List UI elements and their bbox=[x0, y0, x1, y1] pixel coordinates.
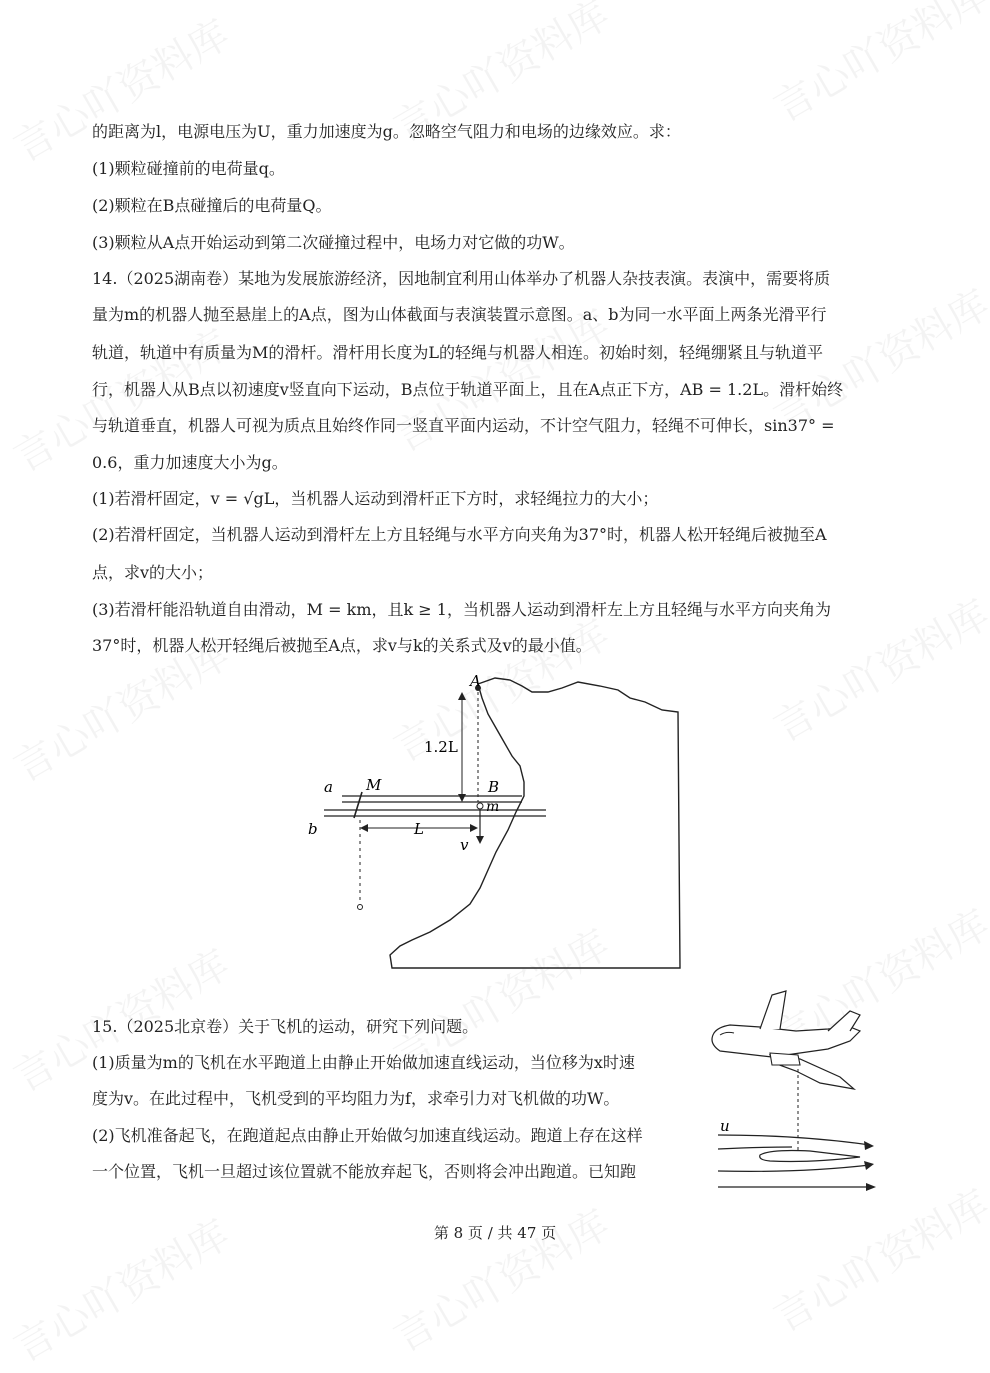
label-v: v bbox=[460, 836, 469, 854]
text-line: 一个位置，飞机一旦超过该位置就不能放弃起飞，否则将会冲出跑道。已知跑 bbox=[92, 1162, 637, 1181]
text-line: 与轨道垂直，机器人可视为质点且始终作同一竖直平面内运动，不计空气阻力，轻绳不可伸长，sin37° = bbox=[92, 416, 835, 435]
label-l: L bbox=[414, 820, 424, 838]
arrow-head bbox=[360, 824, 368, 832]
cliff-rail-figure bbox=[300, 670, 700, 975]
airflow-line bbox=[718, 1135, 870, 1145]
text-line: (3)若滑杆能沿轨道自由滑动，M = km，且k ≥ 1，当机器人运动到滑杆左上方且轻绳与水平方向夹角为 bbox=[92, 600, 831, 619]
text-line: (1)质量为m的飞机在水平跑道上由静止开始做加速直线运动，当位移为x时速 bbox=[92, 1053, 635, 1072]
label-u: u bbox=[720, 1117, 730, 1135]
watermark bbox=[382, 1194, 618, 1363]
text-line: 点，求v的大小； bbox=[92, 563, 214, 582]
robot-mass bbox=[477, 803, 483, 809]
arrow-head bbox=[864, 1161, 874, 1170]
text-line: 轨道，轨道中有质量为M的滑杆。滑杆用长度为L的轻绳与机器人相连。初始时刻，轻绳绷紧且与轨道平 bbox=[92, 343, 824, 362]
label-m-rod: M bbox=[366, 776, 382, 794]
arrow-head bbox=[458, 692, 466, 700]
watermark bbox=[2, 4, 238, 173]
airplane-tail bbox=[828, 1011, 860, 1031]
label-mass: m bbox=[486, 799, 500, 815]
arrow-head bbox=[864, 1141, 874, 1150]
arrow-head bbox=[476, 836, 484, 844]
text-line: 度为v。在此过程中，飞机受到的平均阻力为f，求牵引力对飞机做的功W。 bbox=[92, 1089, 620, 1108]
label-rail-a: a bbox=[324, 778, 333, 796]
text-line: (2)颗粒在B点碰撞后的电荷量Q。 bbox=[92, 196, 332, 215]
text-line: (3)颗粒从A点开始运动到第二次碰撞过程中，电场力对它做的功W。 bbox=[92, 233, 575, 252]
cliff-outline bbox=[390, 678, 680, 968]
airplane-engine bbox=[770, 1053, 800, 1065]
text-line: 37°时，机器人松开轻绳后被抛至A点，求v与k的关系式及v的最小值。 bbox=[92, 636, 592, 655]
text-line: 0.6，重力加速度大小为g。 bbox=[92, 453, 288, 472]
arrow-head bbox=[470, 824, 478, 832]
label-a: A bbox=[470, 672, 481, 690]
label-rail-b: b bbox=[308, 820, 318, 838]
label-b-point: B bbox=[488, 778, 500, 796]
text-line: 15.（2025北京卷）关于飞机的运动，研究下列问题。 bbox=[92, 1017, 479, 1036]
text-line: 14.（2025湖南卷）某地为发展旅游经济，因地制宜利用山体举办了机器人杂技表演。表演中，需要将质 bbox=[92, 269, 831, 288]
arrow-head bbox=[458, 794, 466, 802]
airflow-line bbox=[718, 1147, 792, 1149]
page-footer: 第 8 页 / 共 47 页 bbox=[433, 1224, 557, 1242]
text-line: 的距离为l，电源电压为U，重力加速度为g。忽略空气阻力和电场的边缘效应。求： bbox=[92, 122, 681, 141]
airplane-figure bbox=[700, 985, 900, 1210]
arrow-head bbox=[866, 1183, 876, 1191]
watermark bbox=[762, 0, 990, 133]
wing-section bbox=[760, 1151, 860, 1162]
text-line: (2)若滑杆固定，当机器人运动到滑杆左上方且轻绳与水平方向夹角为37°时，机器人松开轻绳后被抛至A bbox=[92, 525, 827, 544]
text-line: 量为m的机器人抛至悬崖上的A点，图为山体截面与表演装置示意图。a、b为同一水平面上两条光滑平行 bbox=[92, 305, 827, 324]
text-line: (1)若滑杆固定，v = √gL，当机器人运动到滑杆正下方时，求轻绳拉力的大小； bbox=[92, 489, 659, 508]
airflow-line bbox=[718, 1165, 870, 1171]
robot-position bbox=[358, 905, 363, 910]
airplane-wing-top bbox=[760, 991, 786, 1029]
label-1-2l: 1.2L bbox=[424, 738, 458, 756]
text-line: 行，机器人从B点以初速度v竖直向下运动，B点位于轨道平面上，且在A点正下方，AB = 1.2L。滑杆始终 bbox=[92, 380, 844, 399]
text-line: (1)颗粒碰撞前的电荷量q。 bbox=[92, 159, 285, 178]
text-line: (2)飞机准备起飞，在跑道起点由静止开始做匀加速直线运动。跑道上存在这样 bbox=[92, 1126, 643, 1145]
